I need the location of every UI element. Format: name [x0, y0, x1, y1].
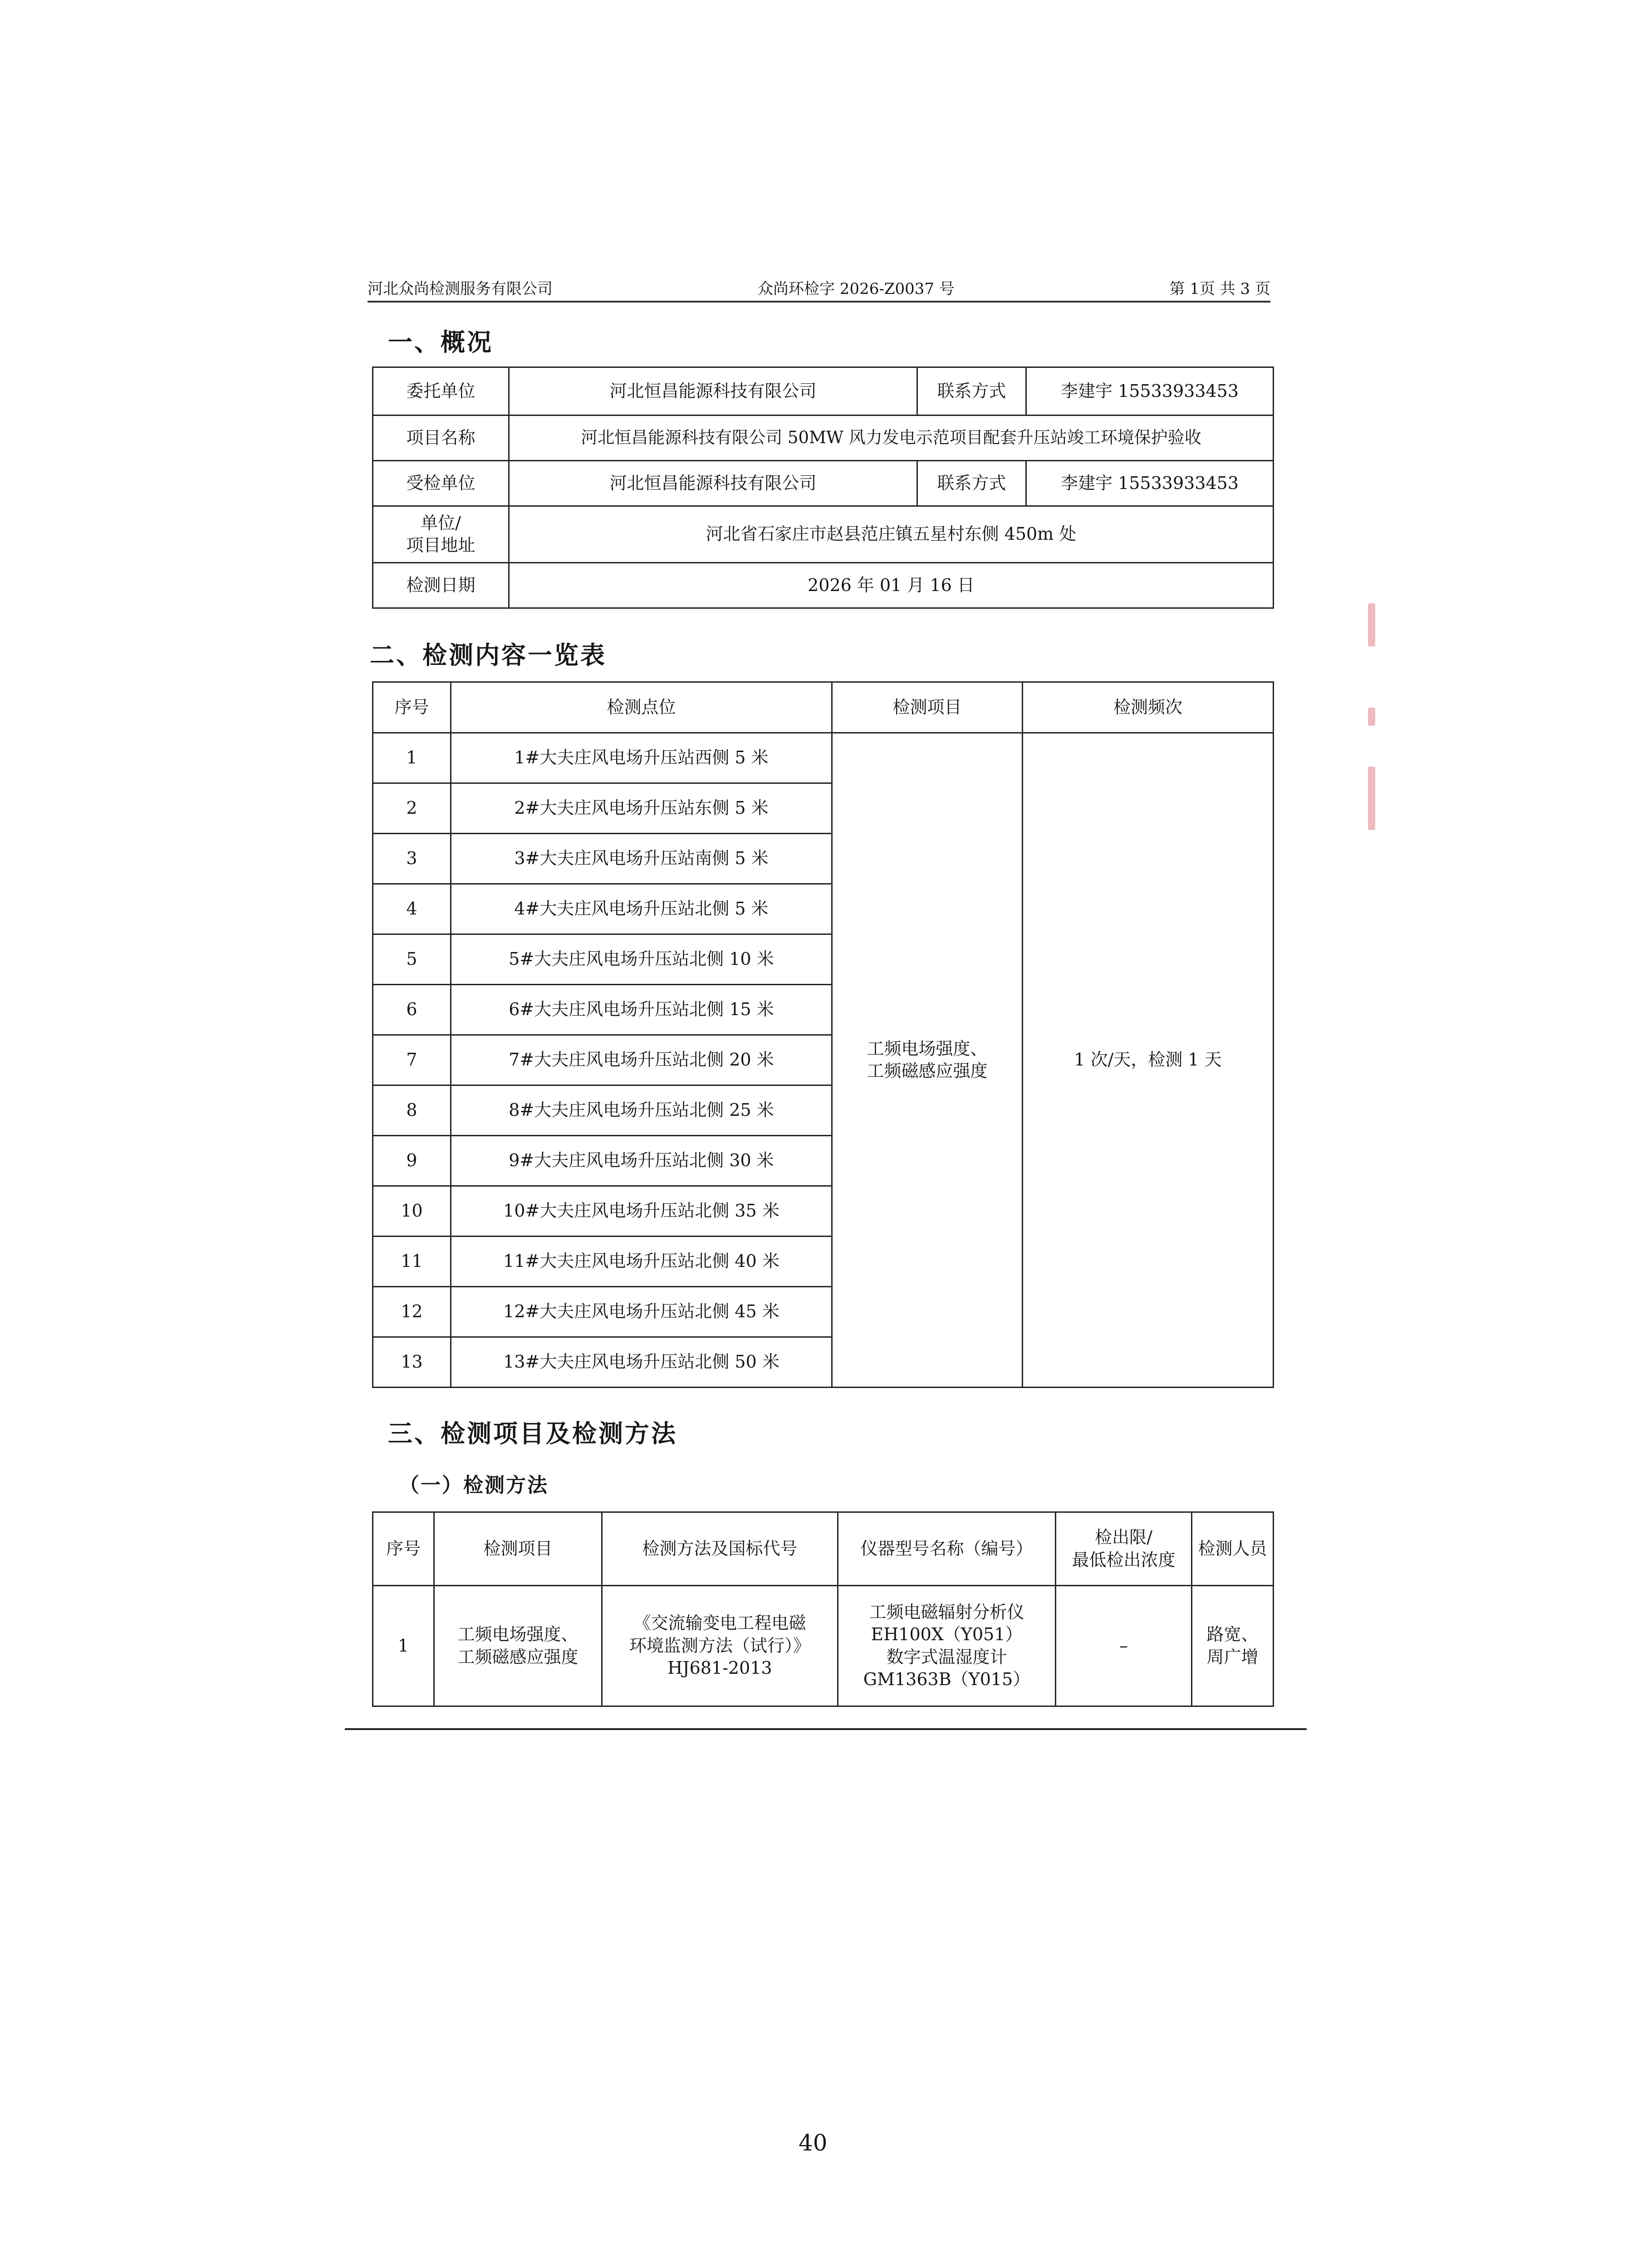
content-header-row	[373, 682, 1274, 733]
project-label: 项目名称	[373, 415, 509, 461]
method-data-row	[373, 1586, 1274, 1706]
row-point: 4#大夫庄风电场升压站北侧 5 米	[451, 884, 832, 934]
overview-table	[372, 367, 1274, 609]
table-row	[373, 733, 1274, 783]
method-item-line2: 工频磁感应强度	[457, 1647, 578, 1667]
header-no: 序号	[373, 682, 451, 733]
row-no: 6	[373, 985, 451, 1035]
header-page-info: 第 1页 共 3 页	[1169, 280, 1270, 298]
row-point: 13#大夫庄风电场升压站北侧 50 米	[451, 1337, 832, 1388]
instrument-line4: GM1363B（Y015）	[863, 1669, 1030, 1689]
contact2-label: 联系方式	[917, 461, 1026, 506]
seal-fragment	[1368, 708, 1375, 726]
method-header-no: 序号	[373, 1512, 434, 1586]
header-report-number: 众尚环检字 2026-Z0037 号	[758, 280, 955, 298]
method-row-item	[434, 1586, 602, 1706]
method-row-limit: –	[1056, 1586, 1192, 1706]
inspected-label: 受检单位	[373, 461, 509, 506]
contact-label: 联系方式	[917, 367, 1026, 415]
row-no: 1	[373, 733, 451, 783]
seal-fragment	[1368, 767, 1375, 830]
section2-title: 二、检测内容一览表	[370, 641, 607, 670]
page-number: 40	[799, 2130, 828, 2156]
row-point: 6#大夫庄风电场升压站北侧 15 米	[451, 985, 832, 1035]
address-label-line1: 单位/	[421, 513, 461, 533]
section3-subtitle: （一）检测方法	[399, 1474, 549, 1497]
method-line3: HJ681-2013	[667, 1658, 772, 1678]
contact-value: 李建宇 15533933453	[1026, 367, 1274, 415]
row-no: 5	[373, 934, 451, 985]
header-item: 检测项目	[832, 682, 1023, 733]
seal-fragment	[1368, 603, 1375, 646]
method-row-method	[602, 1586, 838, 1706]
overview-row-date	[373, 563, 1274, 608]
row-point: 12#大夫庄风电场升压站北侧 45 米	[451, 1287, 832, 1337]
address-label	[373, 506, 509, 563]
content-table	[372, 681, 1274, 1388]
item-line1: 工频电场强度、	[867, 1038, 988, 1059]
row-point: 3#大夫庄风电场升压站南侧 5 米	[451, 834, 832, 884]
overview-row-project	[373, 415, 1274, 461]
row-point: 10#大夫庄风电场升压站北侧 35 米	[451, 1186, 832, 1237]
method-item-line1: 工频电场强度、	[457, 1624, 578, 1645]
row-no: 13	[373, 1337, 451, 1388]
row-no: 8	[373, 1085, 451, 1136]
row-no: 9	[373, 1136, 451, 1186]
row-point: 1#大夫庄风电场升压站西侧 5 米	[451, 733, 832, 783]
section3-title: 三、检测项目及检测方法	[388, 1419, 677, 1448]
contact2-value: 李建宇 15533933453	[1026, 461, 1274, 506]
instrument-line1: 工频电磁辐射分析仪	[869, 1602, 1024, 1622]
client-value: 河北恒昌能源科技有限公司	[509, 367, 917, 415]
client-label: 委托单位	[373, 367, 509, 415]
footer-rule	[345, 1728, 1307, 1730]
row-point: 5#大夫庄风电场升压站北侧 10 米	[451, 934, 832, 985]
method-header-instrument: 仪器型号名称（编号）	[838, 1512, 1056, 1586]
method-header-item: 检测项目	[434, 1512, 602, 1586]
instrument-line2: EH100X（Y051）	[871, 1624, 1023, 1645]
section1-title: 一、概况	[388, 328, 493, 357]
item-line2: 工频磁感应强度	[867, 1061, 988, 1081]
date-value: 2026 年 01 月 16 日	[509, 563, 1274, 608]
row-point: 7#大夫庄风电场升压站北侧 20 米	[451, 1035, 832, 1085]
overview-row-client	[373, 367, 1274, 415]
method-row-staff	[1192, 1586, 1274, 1706]
staff-line1: 路宽、	[1206, 1624, 1259, 1645]
overview-row-address	[373, 506, 1274, 563]
method-header-method: 检测方法及国标代号	[602, 1512, 838, 1586]
row-no: 11	[373, 1237, 451, 1287]
staff-line2: 周广增	[1206, 1647, 1259, 1667]
header-frequency: 检测频次	[1023, 682, 1274, 733]
row-no: 7	[373, 1035, 451, 1085]
row-no: 2	[373, 783, 451, 834]
instrument-line3: 数字式温湿度计	[886, 1647, 1007, 1667]
method-row-instrument	[838, 1586, 1056, 1706]
row-point: 9#大夫庄风电场升压站北侧 30 米	[451, 1136, 832, 1186]
row-point: 8#大夫庄风电场升压站北侧 25 米	[451, 1085, 832, 1136]
method-header-staff: 检测人员	[1192, 1512, 1274, 1586]
running-header	[368, 274, 1270, 303]
overview-row-inspected	[373, 461, 1274, 506]
row-point: 2#大夫庄风电场升压站东侧 5 米	[451, 783, 832, 834]
row-no: 12	[373, 1287, 451, 1337]
method-header-row	[373, 1512, 1274, 1586]
header-point: 检测点位	[451, 682, 832, 733]
method-row-no: 1	[373, 1586, 434, 1706]
inspected-value: 河北恒昌能源科技有限公司	[509, 461, 917, 506]
method-line1: 《交流输变电工程电磁	[633, 1613, 806, 1633]
address-value: 河北省石家庄市赵县范庄镇五星村东侧 450m 处	[509, 506, 1274, 563]
header-company: 河北众尚检测服务有限公司	[368, 280, 553, 298]
method-table	[372, 1511, 1274, 1707]
row-no: 3	[373, 834, 451, 884]
date-label: 检测日期	[373, 563, 509, 608]
row-no: 10	[373, 1186, 451, 1237]
frequency-cell: 1 次/天，检测 1 天	[1023, 733, 1274, 1388]
method-line2: 环境监测方法（试行）》	[629, 1635, 810, 1656]
project-value: 河北恒昌能源科技有限公司 50MW 风力发电示范项目配套升压站竣工环境保护验收	[509, 415, 1274, 461]
method-header-limit	[1056, 1512, 1192, 1586]
address-label-line2: 项目地址	[406, 535, 475, 555]
row-point: 11#大夫庄风电场升压站北侧 40 米	[451, 1237, 832, 1287]
limit-header-line2: 最低检出浓度	[1072, 1549, 1176, 1570]
item-cell	[832, 733, 1023, 1388]
limit-header-line1: 检出限/	[1095, 1527, 1152, 1548]
row-no: 4	[373, 884, 451, 934]
